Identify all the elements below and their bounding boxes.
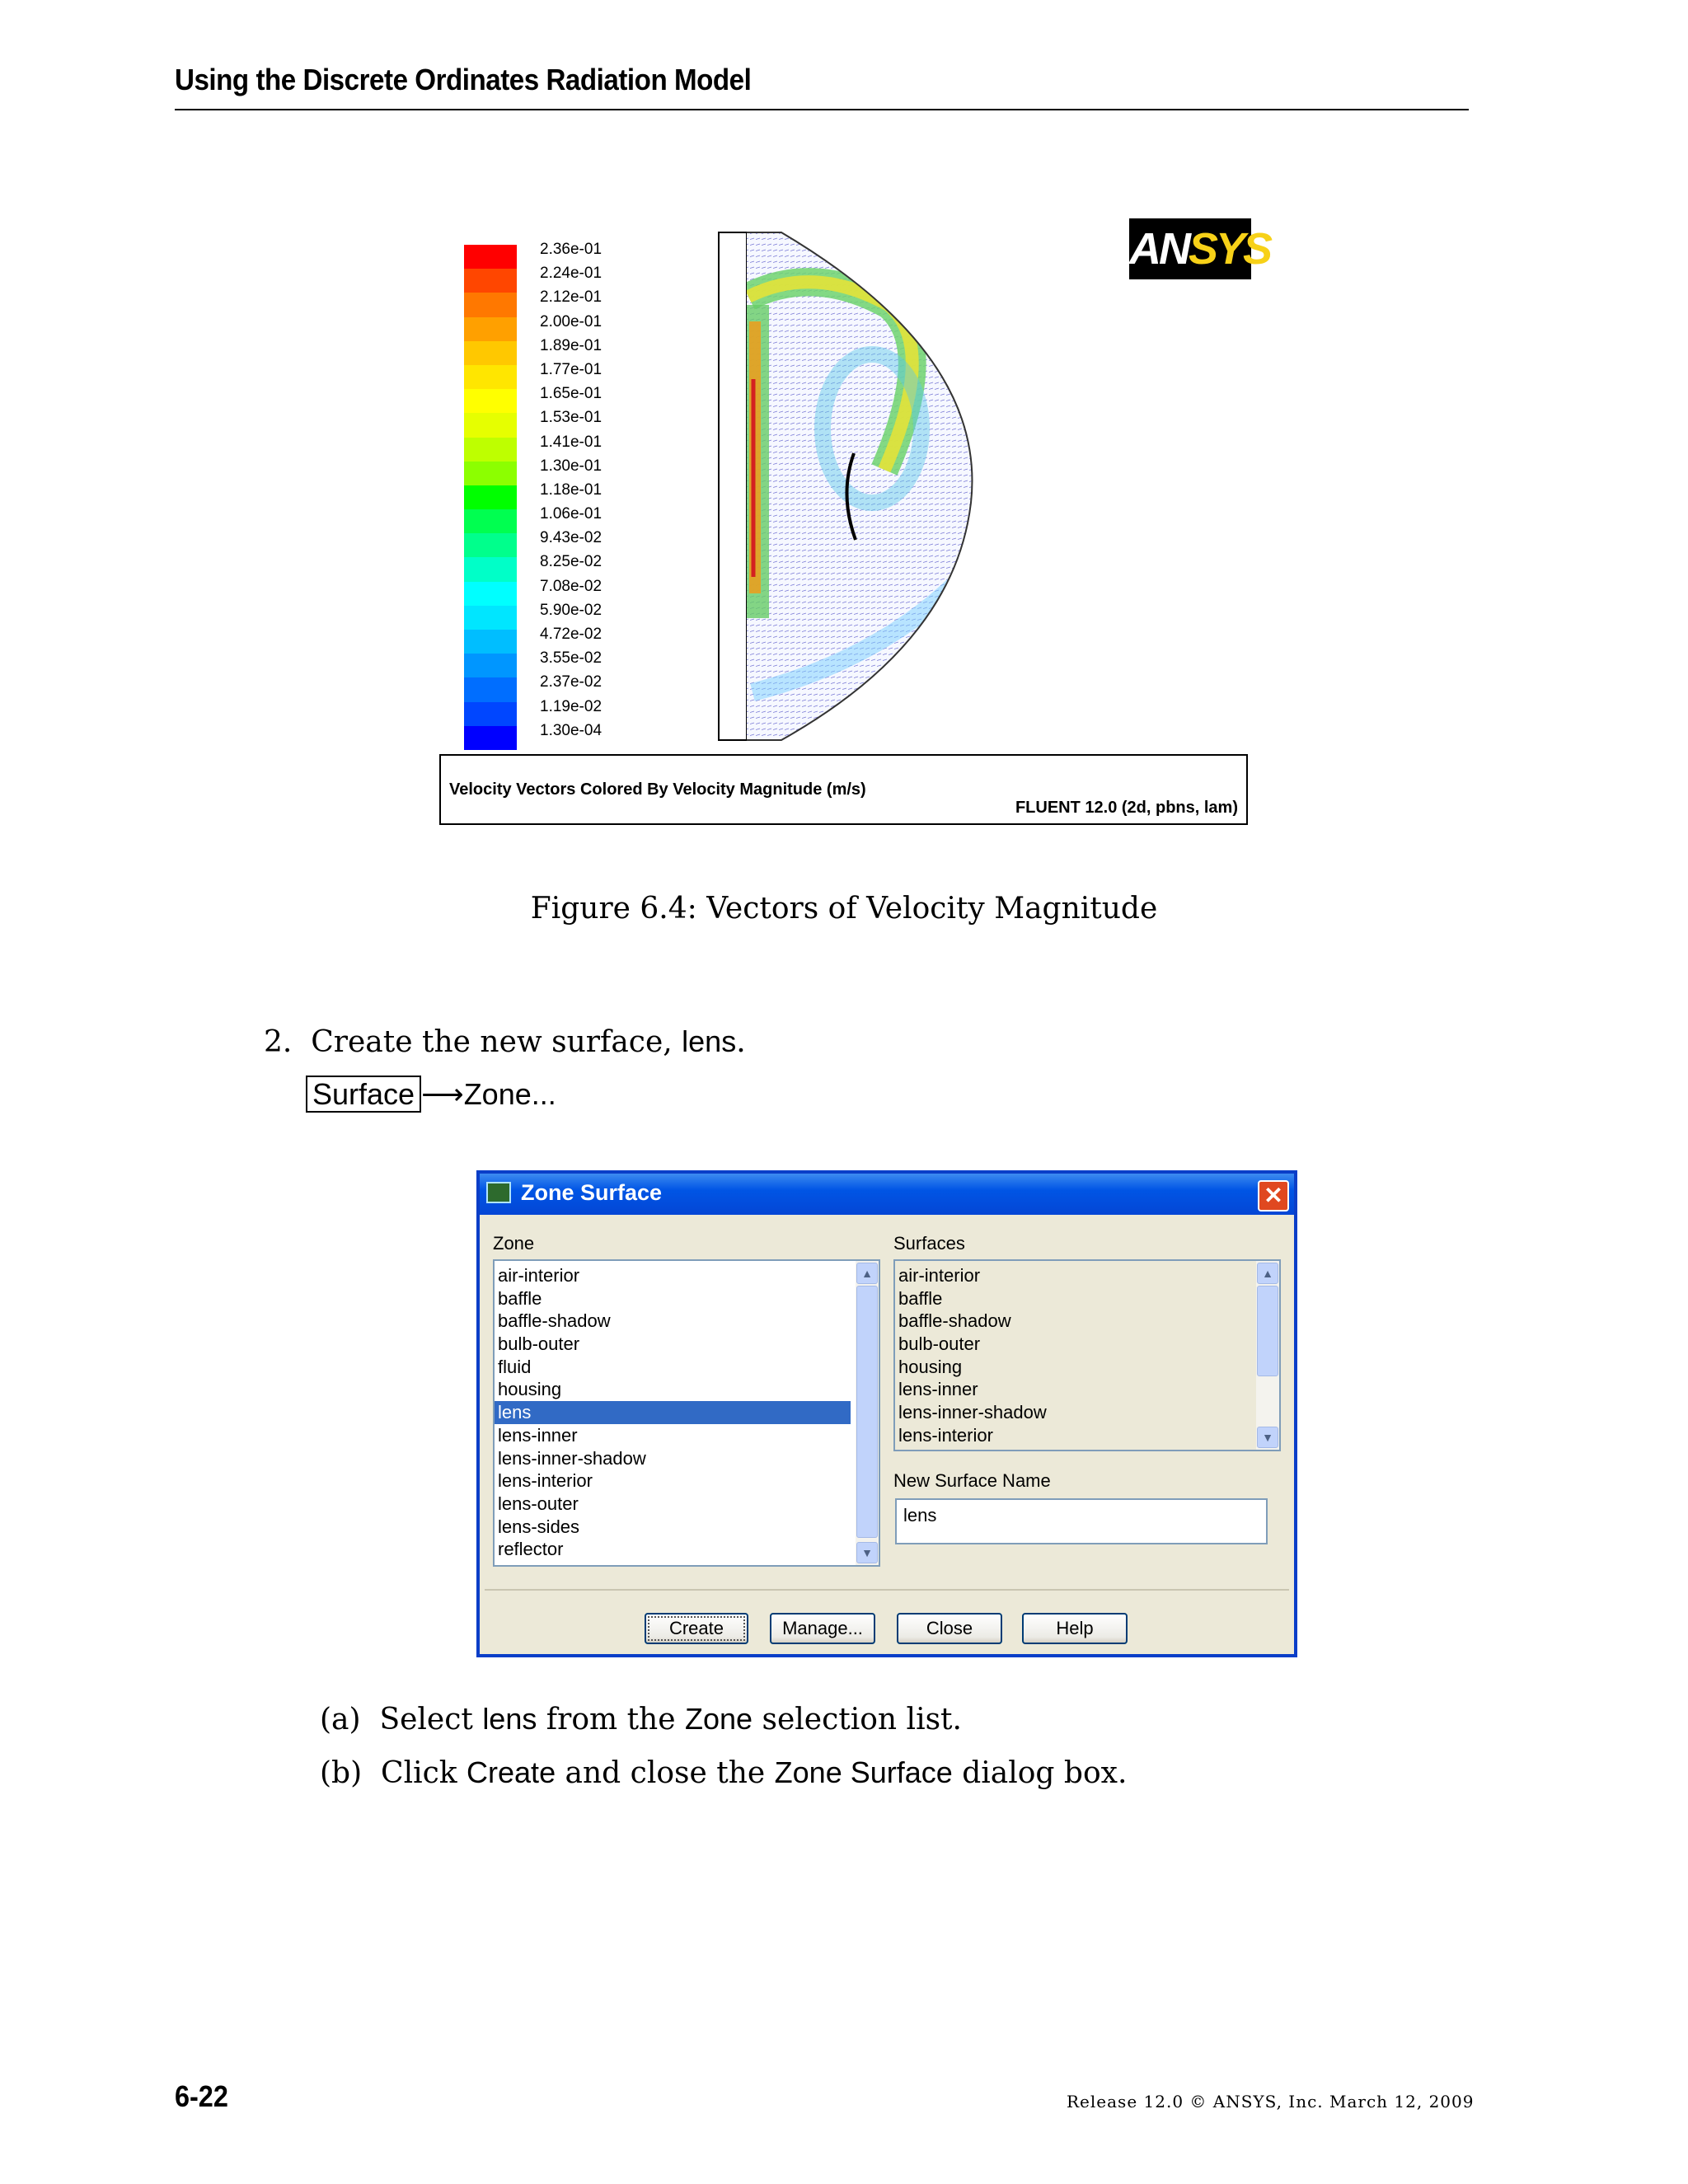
color-legend-bar <box>464 245 517 750</box>
list-item[interactable]: lens-outer <box>498 1493 579 1514</box>
velocity-vector-plot <box>715 231 979 742</box>
legend-value: 1.77e-01 <box>540 360 603 378</box>
list-item[interactable]: housing <box>498 1379 562 1400</box>
legend-value: 1.65e-01 <box>540 385 603 403</box>
list-item[interactable]: lens-sides <box>498 1516 580 1537</box>
legend-swatch <box>464 654 517 677</box>
legend-value: 3.55e-02 <box>540 649 603 668</box>
button-separator <box>485 1589 1289 1591</box>
legend-swatch <box>464 630 517 654</box>
scroll-down-icon[interactable]: ▼ <box>856 1542 878 1563</box>
list-item[interactable]: lens-inner <box>498 1424 578 1446</box>
legend-swatch <box>464 726 517 750</box>
list-item[interactable]: lens-interior <box>898 1424 993 1446</box>
substep-b: (b) Click Create and close the Zone Surface dialog box. <box>320 1755 1128 1790</box>
plot-caption-text: Velocity Vectors Colored By Velocity Magnitude (m/s) <box>449 780 866 799</box>
list-item[interactable]: lens-inner <box>898 1379 978 1400</box>
substep-a: (a) Select lens from the Zone selection list. <box>320 1702 962 1736</box>
dialog-title-bar[interactable] <box>480 1174 1294 1215</box>
close-icon[interactable]: ✕ <box>1258 1180 1289 1212</box>
zone-surface-dialog <box>476 1170 1297 1657</box>
list-item[interactable]: air-interior <box>498 1265 580 1286</box>
list-item[interactable]: lens-inner-shadow <box>498 1447 646 1469</box>
legend-value: 1.18e-01 <box>540 480 603 499</box>
legend-value: 5.90e-02 <box>540 601 603 619</box>
scroll-up-icon[interactable]: ▲ <box>856 1263 878 1284</box>
header-rule <box>175 109 1469 110</box>
list-item[interactable]: baffle <box>898 1287 943 1309</box>
legend-value: 2.12e-01 <box>540 288 603 307</box>
legend-swatch <box>464 341 517 365</box>
app-window-icon <box>486 1182 511 1203</box>
legend-value: 9.43e-02 <box>540 529 603 547</box>
legend-value: 8.25e-02 <box>540 553 603 571</box>
list-item[interactable]: lens <box>495 1401 851 1424</box>
legend-swatch <box>464 557 517 581</box>
legend-swatch <box>464 413 517 437</box>
surfaces-list[interactable] <box>893 1259 1281 1451</box>
housing-wall <box>719 232 747 740</box>
legend-value: 2.37e-02 <box>540 673 603 691</box>
legend-value: 1.06e-01 <box>540 505 603 523</box>
legend-swatch <box>464 485 517 509</box>
legend-swatch <box>464 269 517 293</box>
manage-button[interactable]: Manage... <box>770 1613 875 1644</box>
surface-menu[interactable]: Surface <box>306 1076 421 1113</box>
list-item[interactable]: lens-inner-shadow <box>898 1402 1047 1423</box>
close-button[interactable]: Close <box>897 1613 1002 1644</box>
scroll-down-icon[interactable]: ▼ <box>1257 1427 1278 1448</box>
legend-value: 1.30e-04 <box>540 721 603 739</box>
surfaces-list-scrollbar[interactable] <box>1256 1261 1279 1450</box>
dialog-title: Zone Surface <box>521 1180 663 1205</box>
new-surface-name-label: New Surface Name <box>893 1470 1051 1491</box>
legend-value: 2.24e-01 <box>540 265 603 283</box>
list-item[interactable]: air-interior <box>898 1265 981 1286</box>
list-item[interactable]: bulb-outer <box>498 1333 580 1355</box>
legend-value: 2.00e-01 <box>540 312 603 330</box>
zone-label: Zone <box>493 1233 535 1254</box>
page-number: 6-22 <box>175 2079 228 2113</box>
legend-swatch <box>464 677 517 701</box>
legend-swatch <box>464 606 517 630</box>
legend-swatch <box>464 245 517 269</box>
legend-swatch <box>464 702 517 726</box>
scroll-thumb[interactable] <box>1257 1286 1278 1376</box>
zone-list-scrollbar[interactable] <box>856 1261 879 1565</box>
list-item[interactable]: reflector <box>498 1539 564 1560</box>
legend-value: 2.36e-01 <box>540 241 603 258</box>
color-legend-labels <box>540 237 602 743</box>
legend-swatch <box>464 389 517 413</box>
create-button[interactable]: Create <box>645 1613 748 1644</box>
legend-value: 4.72e-02 <box>540 626 603 643</box>
scroll-up-icon[interactable]: ▲ <box>1257 1263 1278 1284</box>
release-note: Release 12.0 © ANSYS, Inc. March 12, 2009 <box>1067 2092 1475 2111</box>
legend-swatch <box>464 462 517 485</box>
list-item[interactable]: bulb-outer <box>898 1333 981 1355</box>
step-2-text: 2. Create the new surface, lens. <box>264 1024 746 1059</box>
legend-value: 1.89e-01 <box>540 336 603 354</box>
legend-swatch <box>464 533 517 557</box>
legend-swatch <box>464 365 517 389</box>
legend-value: 1.41e-01 <box>540 433 603 451</box>
legend-swatch <box>464 509 517 533</box>
zone-list[interactable] <box>493 1259 880 1567</box>
ansys-logo: ANSYS <box>1129 218 1251 279</box>
legend-swatch <box>464 317 517 341</box>
list-item[interactable]: baffle-shadow <box>498 1310 611 1332</box>
legend-value: 1.19e-02 <box>540 697 603 715</box>
list-item[interactable]: baffle-shadow <box>898 1310 1011 1332</box>
surfaces-label: Surfaces <box>893 1233 965 1254</box>
legend-value: 1.30e-01 <box>540 457 603 475</box>
list-item[interactable]: housing <box>898 1356 963 1377</box>
zone-menu-item[interactable]: Zone... <box>463 1077 556 1111</box>
legend-swatch <box>464 582 517 606</box>
list-item[interactable]: fluid <box>498 1356 532 1377</box>
help-button[interactable]: Help <box>1022 1613 1128 1644</box>
legend-value: 7.08e-02 <box>540 577 603 595</box>
page-header-title: Using the Discrete Ordinates Radiation Model <box>175 63 752 96</box>
menu-path <box>306 1077 556 1112</box>
plot-caption-box <box>439 754 1248 825</box>
surface-name-ref: lens <box>682 1024 737 1058</box>
menu-arrow-icon: ⟶ <box>421 1077 464 1111</box>
legend-value: 1.53e-01 <box>540 409 603 427</box>
legend-swatch <box>464 293 517 316</box>
list-item[interactable]: baffle <box>498 1287 542 1309</box>
scroll-thumb[interactable] <box>856 1286 878 1538</box>
new-surface-name-input[interactable]: lens <box>895 1498 1268 1544</box>
legend-swatch <box>464 438 517 462</box>
solver-version-text: FLUENT 12.0 (2d, pbns, lam) <box>1015 799 1238 817</box>
list-item[interactable]: lens-interior <box>498 1470 593 1492</box>
figure-caption: Figure 6.4: Vectors of Velocity Magnitude <box>530 892 1158 926</box>
